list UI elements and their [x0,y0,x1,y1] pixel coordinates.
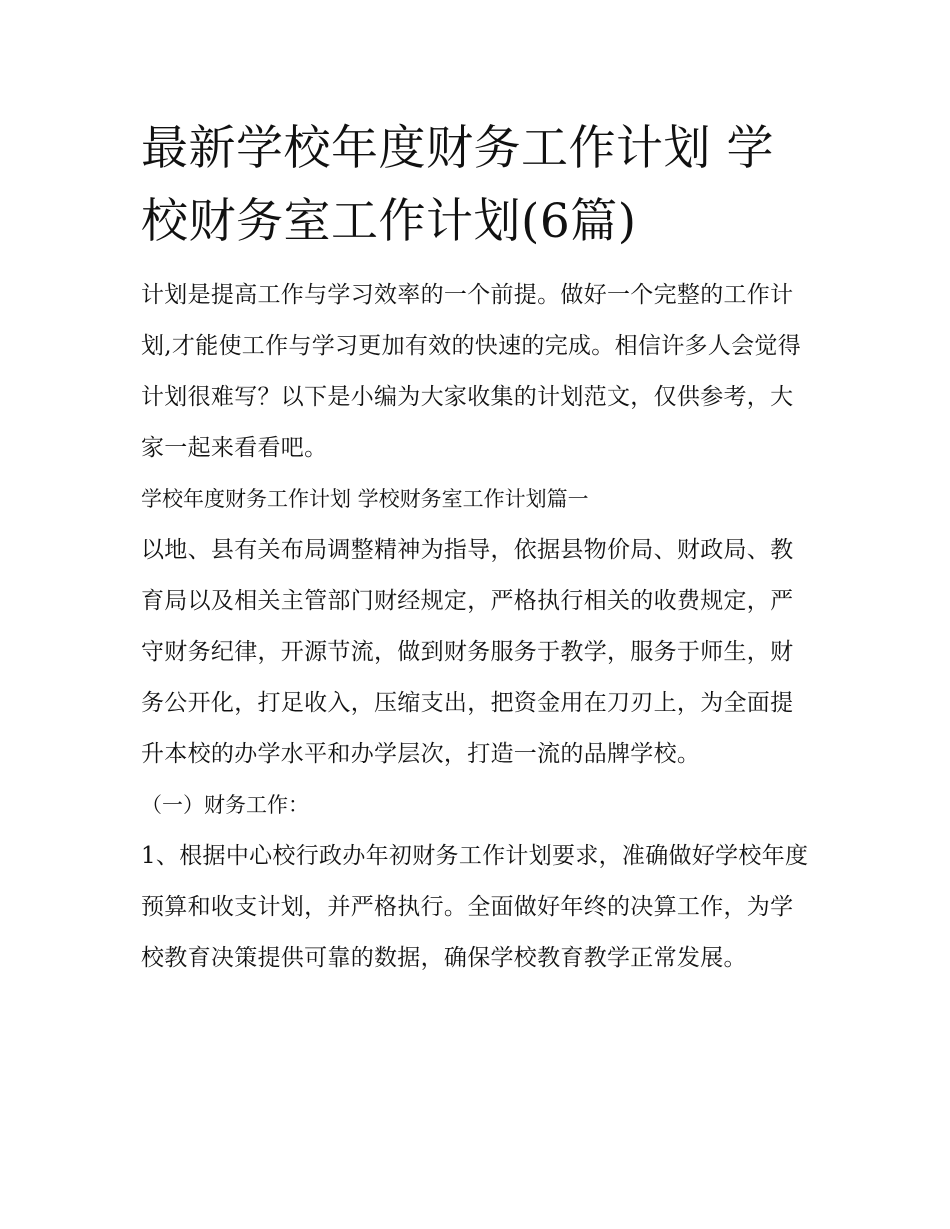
intro-paragraph: 计划是提高工作与学习效率的一个前提。做好一个完整的工作计划,才能使工作与学习更加有效的快速的完成。相信许多人会觉得计划很难写？以下是小编为大家收集的计划范文，仅供参考，大家一起来看看吧。 [141,282,802,461]
section-heading: 学校年度财务工作计划 学校财务室工作计划篇一 [141,487,589,511]
document-page [141,112,813,984]
list-item-1: 1、根据中心校行政办年初财务工作计划要求，准确做好学校年度预算和收支计划，并严格执行。全面做好年终的决算工作，为学校教育决策提供可靠的数据，确保学校教育教学正常发展。 [141,843,809,971]
section-paragraph: 以地、县有关布局调整精神为指导，依据县物价局、财政局、教育局以及相关主管部门财经规定，严格执行相关的收费规定，严守财务纪律，开源节流，做到财务服务于教学，服务于师生，财务公开化，打足收入，压缩支出，把资金用在刀刃上，为全面提升本校的办学水平和办学层次，打造一流的品牌学校。 [141,537,794,767]
document-title: 最新学校年度财务工作计划 学校财务室工作计划(6篇) [141,121,774,249]
subheading-finance-work: （一）财务工作： [141,793,309,817]
